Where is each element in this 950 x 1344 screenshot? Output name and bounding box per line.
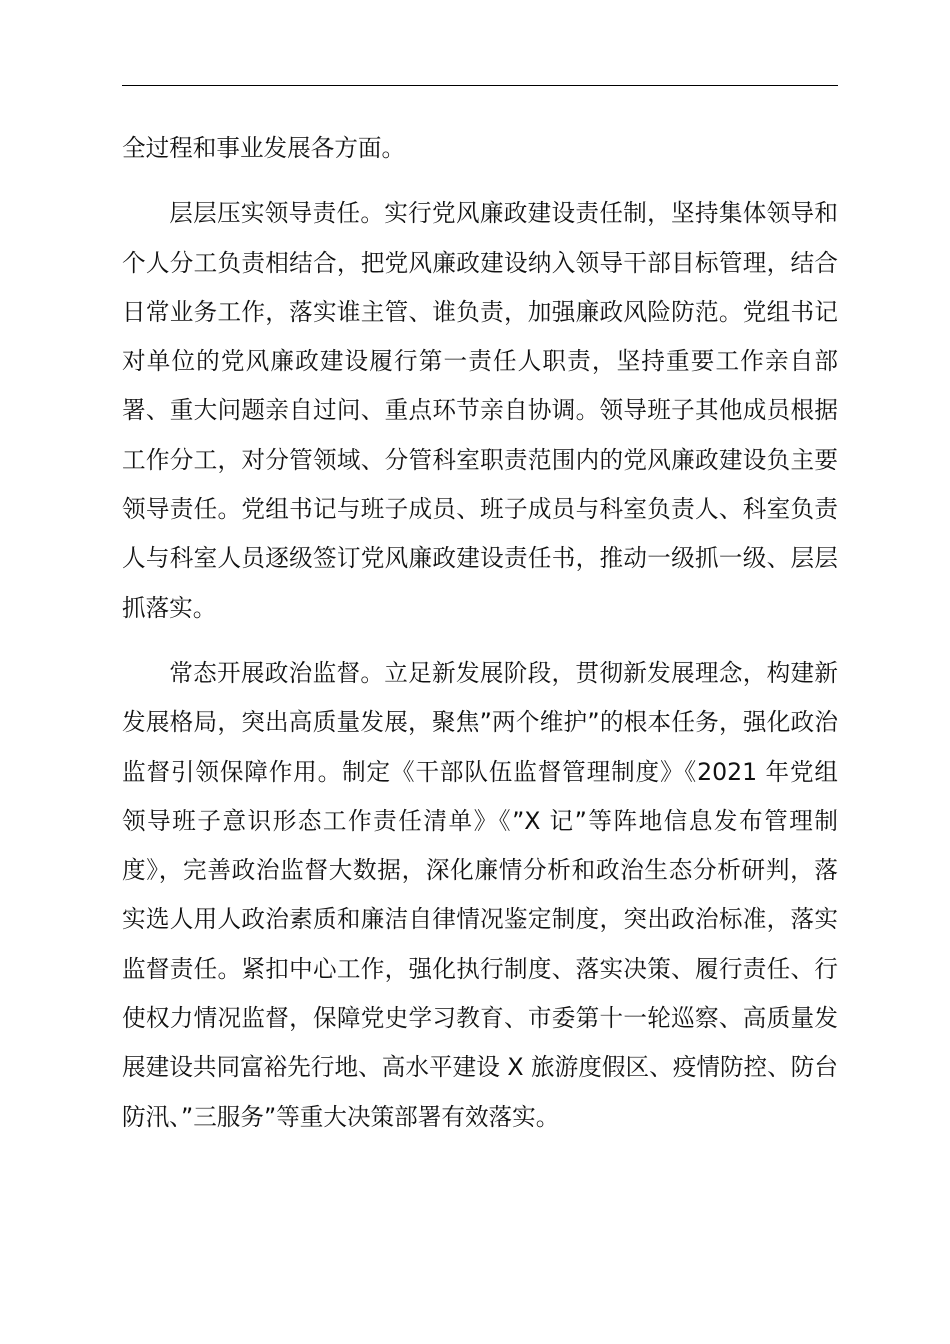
paragraph-political-supervision: 常态开展政治监督。立足新发展阶段，贯彻新发展理念，构建新发展格局，突出高质量发展，聚焦”两个维护”的根本任务，强化政治监督引领保障作用。制定《干部队伍监督管理制度》《2021 年党组领导班子意识形态工作责任清单》《”X 记”等阵地信息发布管理制度》，完善政治监督大数据，深化廉情分析和政治生态分析研判，落实选人用人政治素质和廉洁自律情况鉴定制度，突出政治标准，落实监督责任。紧扣中心工作，强化执行制度、落实决策、履行责任、行使权力情况监督，保障党史学习教育、市委第十一轮巡察、高质量发展建设共同富裕先行地、高水平建设 X 旅游度假区、疫情防控、防台防汛、”三服务”等重大决策部署有效落实。 (122, 658, 838, 1131)
paragraph-leadership-responsibility: 层层压实领导责任。实行党风廉政建设责任制，坚持集体领导和个人分工负责相结合，把党风廉政建设纳入领导干部目标管理，结合日常业务工作，落实谁主管、谁负责，加强廉政风险防范。党组书记对单位的党风廉政建设履行第一责任人职责，坚持重要工作亲自部署、重大问题亲自过问、重点环节亲自协调。领导班子其他成员根据工作分工，对分管领域、分管科室职责范围内的党风廉政建设负主要领导责任。党组书记与班子成员、班子成员与科室负责人、科室负责人与科室人员逐级签订党风廉政建设责任书，推动一级抓一级、层层抓落实。 (122, 199, 838, 622)
paragraph-continuation: 全过程和事业发展各方面。 (122, 134, 406, 162)
header-rule (122, 85, 838, 86)
document-body (122, 124, 838, 1158)
